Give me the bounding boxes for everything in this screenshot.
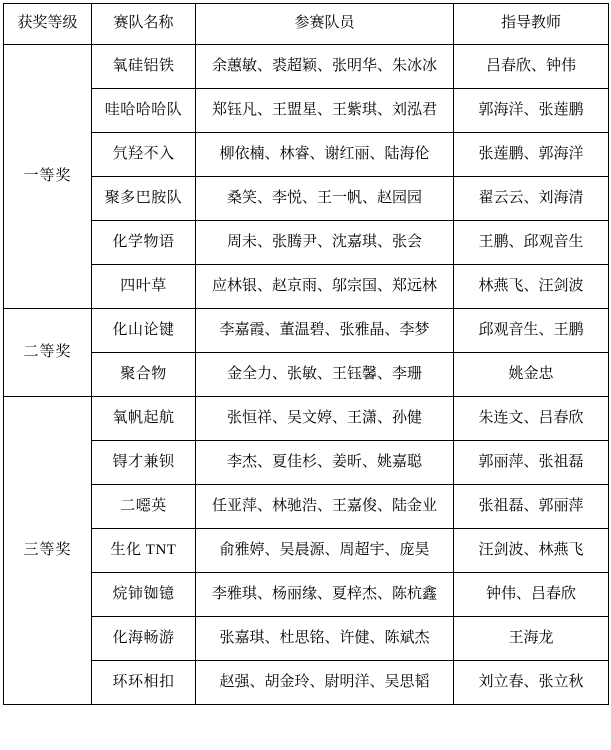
members-cell: 余蕙敏、裘超颖、张明华、朱冰冰: [196, 45, 454, 89]
table-row: [4, 573, 609, 617]
teacher-cell: 刘立春、张立秋: [454, 661, 609, 705]
table-body: [4, 45, 609, 705]
team-name-cell: 聚多巴胺队: [92, 177, 196, 221]
table-row: [4, 441, 609, 485]
teacher-cell: 朱连文、吕春欣: [454, 397, 609, 441]
table-row: [4, 397, 609, 441]
teacher-cell: 汪剑波、林燕飞: [454, 529, 609, 573]
award-table: [3, 3, 609, 705]
members-cell: 张恒祥、吴文婷、王潇、孙健: [196, 397, 454, 441]
table-row: [4, 309, 609, 353]
team-name-cell: 化学物语: [92, 221, 196, 265]
table-row: [4, 661, 609, 705]
members-cell: 柳依楠、林睿、谢红丽、陆海伦: [196, 133, 454, 177]
teacher-cell: 王鹏、邱观音生: [454, 221, 609, 265]
table-row: [4, 529, 609, 573]
members-cell: 李嘉霞、董温碧、张雅晶、李梦: [196, 309, 454, 353]
table-row: [4, 45, 609, 89]
team-name-cell: 氧帆起航: [92, 397, 196, 441]
members-cell: 应林银、赵京雨、邬宗国、郑远林: [196, 265, 454, 309]
team-name-cell: 哇哈哈哈队: [92, 89, 196, 133]
team-name-cell: 烷铈铷镱: [92, 573, 196, 617]
teacher-cell: 郭丽萍、张祖磊: [454, 441, 609, 485]
team-name-cell: 化海畅游: [92, 617, 196, 661]
table-row: [4, 485, 609, 529]
column-header-grade: 获奖等级: [4, 4, 92, 45]
team-name-cell: 化山论键: [92, 309, 196, 353]
table-row: [4, 133, 609, 177]
teacher-cell: 王海龙: [454, 617, 609, 661]
teacher-cell: 林燕飞、汪剑波: [454, 265, 609, 309]
team-name-cell: 生化 TNT: [92, 529, 196, 573]
members-cell: 俞雅婷、吴晨源、周超宇、庞昊: [196, 529, 454, 573]
table-row: [4, 177, 609, 221]
table-row: [4, 221, 609, 265]
teacher-cell: 吕春欣、钟伟: [454, 45, 609, 89]
column-header-members: 参赛队员: [196, 4, 454, 45]
team-name-cell: 四叶草: [92, 265, 196, 309]
table-row: [4, 353, 609, 397]
members-cell: 李杰、夏佳杉、姜昕、姚嘉聪: [196, 441, 454, 485]
members-cell: 郑钰凡、王盟星、王紫琪、刘泓君: [196, 89, 454, 133]
members-cell: 桑笑、李悦、王一帆、赵园园: [196, 177, 454, 221]
teacher-cell: 张祖磊、郭丽萍: [454, 485, 609, 529]
team-name-cell: 锝才兼钡: [92, 441, 196, 485]
table-header: [4, 4, 609, 45]
team-name-cell: 二噁英: [92, 485, 196, 529]
column-header-team-name: 赛队名称: [92, 4, 196, 45]
table-header-row: [4, 4, 609, 45]
team-name-cell: 氧硅铝铁: [92, 45, 196, 89]
teacher-cell: 邱观音生、王鹏: [454, 309, 609, 353]
members-cell: 任亚萍、林驰浩、王嘉俊、陆金业: [196, 485, 454, 529]
team-name-cell: 氕羟不入: [92, 133, 196, 177]
members-cell: 李雅琪、杨丽缘、夏梓杰、陈杭鑫: [196, 573, 454, 617]
table-row: [4, 265, 609, 309]
column-header-teacher: 指导教师: [454, 4, 609, 45]
members-cell: 周未、张腾尹、沈嘉琪、张会: [196, 221, 454, 265]
teacher-cell: 翟云云、刘海清: [454, 177, 609, 221]
grade-cell-third-prize: 三等奖: [4, 397, 92, 705]
teacher-cell: 钟伟、吕春欣: [454, 573, 609, 617]
table-row: [4, 617, 609, 661]
award-list-sheet: [0, 3, 611, 750]
teacher-cell: 张莲鹏、郭海洋: [454, 133, 609, 177]
teacher-cell: 郭海洋、张莲鹏: [454, 89, 609, 133]
team-name-cell: 环环相扣: [92, 661, 196, 705]
grade-cell-second-prize: 二等奖: [4, 309, 92, 397]
members-cell: 赵强、胡金玲、尉明洋、吴思韬: [196, 661, 454, 705]
team-name-cell: 聚合物: [92, 353, 196, 397]
table-row: [4, 89, 609, 133]
teacher-cell: 姚金忠: [454, 353, 609, 397]
grade-cell-first-prize: 一等奖: [4, 45, 92, 309]
members-cell: 金全力、张敏、王钰馨、李珊: [196, 353, 454, 397]
members-cell: 张嘉琪、杜思铭、许健、陈斌杰: [196, 617, 454, 661]
